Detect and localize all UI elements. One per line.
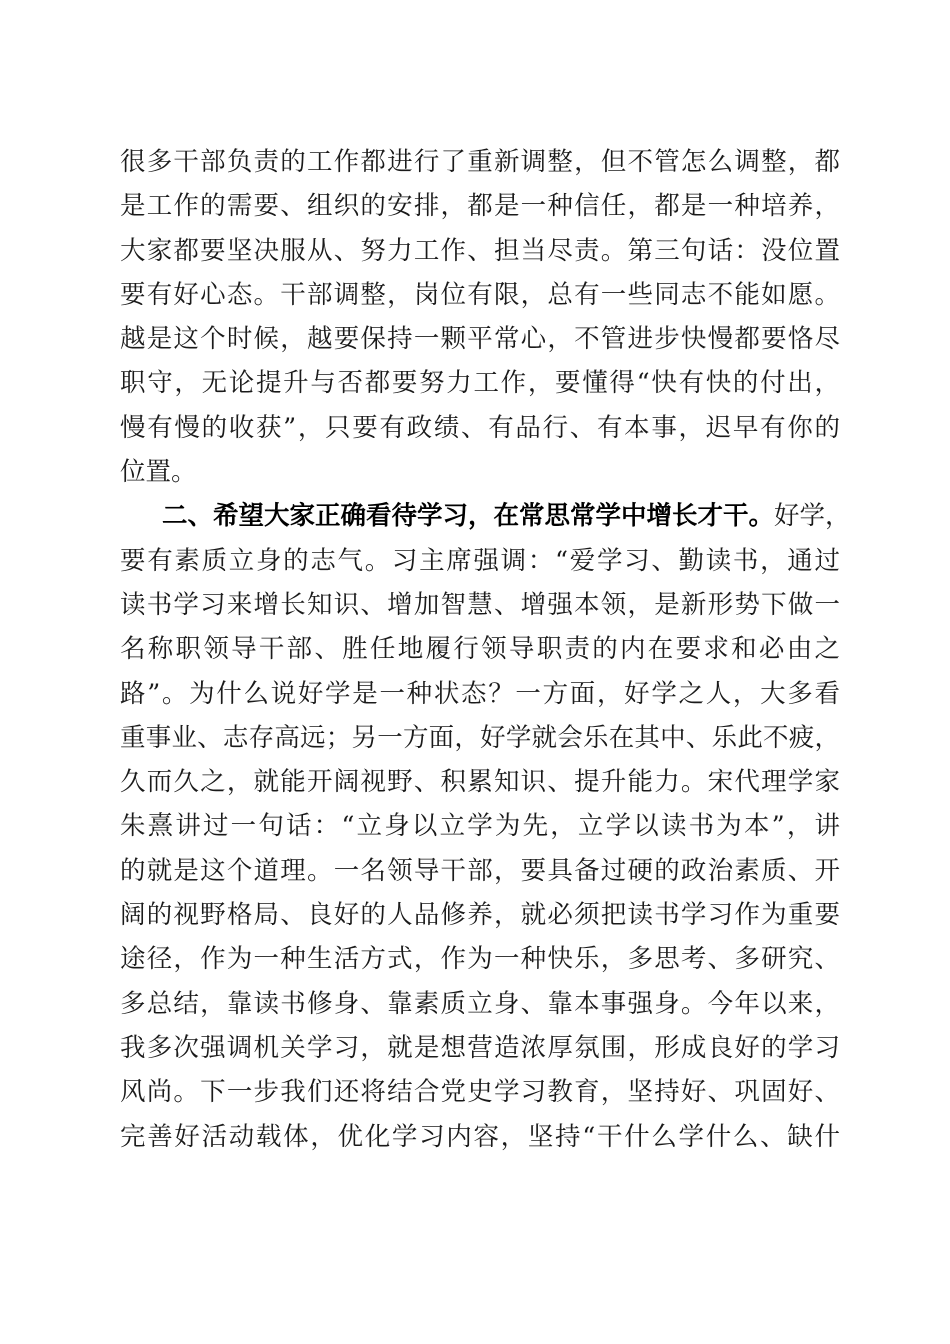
paragraph-2-line: 我多次强调机关学习，就是想营造浓厚氛围，形成良好的学习 (120, 1032, 840, 1063)
paragraph-1-line: 慢有慢的收获”，只要有政绩、有品行、有本事，迟早有你的 (120, 412, 840, 443)
paragraph-2-line: 朱熹讲过一句话：“立身以立学为先，立学以读书为本”，讲 (120, 811, 840, 842)
paragraph-2-first-line (120, 494, 851, 538)
paragraph-2-line: 读书学习来增长知识、增加智慧、增强本领，是新形势下做一 (120, 589, 840, 620)
paragraph-2-line: 途径，作为一种生活方式，作为一种快乐，多思考、多研究、 (120, 944, 840, 975)
paragraph-1 (120, 140, 840, 494)
paragraph-2-line: 的就是这个道理。一名领导干部，要具备过硬的政治素质、开 (120, 855, 840, 886)
first-line-rest: 好学， (774, 501, 851, 532)
paragraph-2-line: 阔的视野格局、良好的人品修养，就必须把读书学习作为重要 (120, 900, 840, 931)
paragraph-2-line: 完善好活动载体，优化学习内容，坚持“干什么学什么、缺什 (120, 1121, 840, 1152)
paragraph-1-line: 位置。 (120, 457, 197, 488)
paragraph-1-line: 是工作的需要、组织的安排，都是一种信任，都是一种培养， (120, 191, 840, 222)
paragraph-1-line: 职守，无论提升与否都要努力工作，要懂得“快有快的付出， (120, 368, 840, 399)
paragraph-1-line: 要有好心态。干部调整，岗位有限，总有一些同志不能如愿。 (120, 279, 840, 310)
section-heading: 二、希望大家正确看待学习，在常思常学中增长才干。 (162, 501, 775, 532)
paragraph-2-line: 要有素质立身的志气。习主席强调：“爱学习、勤读书，通过 (120, 545, 840, 576)
paragraph-2-line: 重事业、志存高远；另一方面，好学就会乐在其中、乐此不疲， (120, 722, 840, 753)
paragraph-2-line: 名称职领导干部、胜任地履行领导职责的内在要求和必由之 (120, 634, 840, 665)
paragraph-1-line: 很多干部负责的工作都进行了重新调整，但不管怎么调整，都 (120, 147, 840, 177)
paragraph-2-line: 久而久之，就能开阔视野、积累知识、提升能力。宋代理学家 (120, 767, 840, 798)
paragraph-2-line: 风尚。下一步我们还将结合党史学习教育，坚持好、巩固好、 (120, 1077, 840, 1108)
paragraph-2-line: 路”。为什么说好学是一种状态？一方面，好学之人，大多看 (120, 678, 840, 709)
paragraph-1-line: 越是这个时候，越要保持一颗平常心，不管进步快慢都要恪尽 (120, 324, 840, 355)
paragraph-2-line: 多总结，靠读书修身、靠素质立身、靠本事强身。今年以来， (120, 988, 840, 1019)
paragraph-2 (120, 494, 851, 1158)
document-body (120, 140, 851, 1159)
paragraph-1-line: 大家都要坚决服从、努力工作、担当尽责。第三句话：没位置 (120, 235, 840, 266)
